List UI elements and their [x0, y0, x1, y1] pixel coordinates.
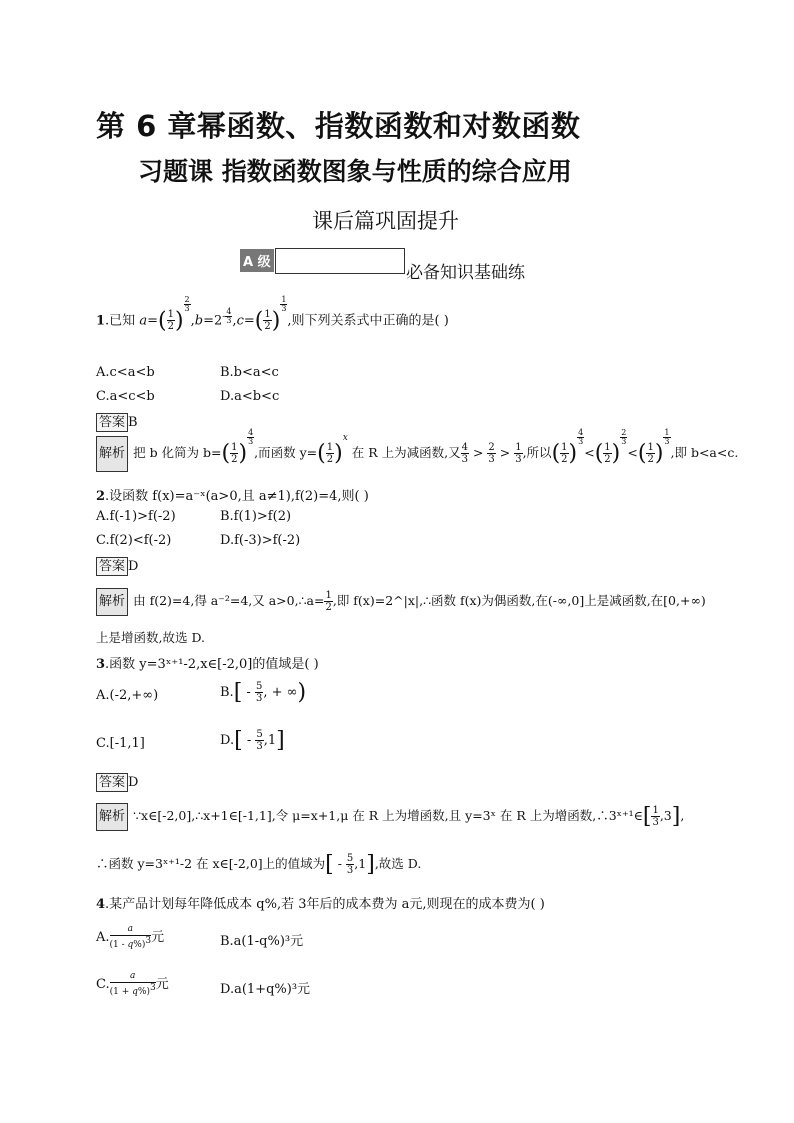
- q4-stem: [96, 893, 545, 912]
- q3-stem: [96, 653, 319, 672]
- q2-answer: [96, 555, 138, 576]
- section-title: 课后篇巩固提升: [312, 209, 459, 233]
- q3-stem-text: .函数 y=3ˣ⁺¹-2,x∈[-2,0]的值域是( ): [105, 657, 319, 672]
- q4-stem-text: .某产品计划每年降低成本 q%,若 3年后的成本费为 a元,则现在的成本费为( ): [105, 897, 545, 912]
- q3-option-a: A.(-2,+∞): [96, 688, 159, 703]
- q1-answer: [96, 411, 138, 432]
- q2-solution-text: 由 f(2)=4,得 a⁻²=4,又 a>0,∴a= $\frac{1}{2}$ ,即 f(x)=2^|x|,∴函数 f(x)为偶函数,在(-∞,0]上是减函数,在[0,+∞): [133, 590, 706, 613]
- answer-tag: 答案: [96, 773, 128, 792]
- q4-option-c: C. $\frac{a}{(1 + q\%)^3}$ 元: [96, 971, 169, 997]
- q3-solution-line2: ∴函数 y=3ˣ⁺¹-2 在 x∈[-2,0]上的值域为[ - $\frac{5}{3}$ ,1],故选 D.: [96, 852, 422, 877]
- analysis-tag: 解析: [96, 803, 128, 831]
- analysis-tag: 解析: [96, 588, 128, 616]
- q4-option-d: D.a(1+q%)³元: [220, 982, 311, 997]
- q1-number: 1: [96, 313, 106, 329]
- q4-option-a: A. $\frac{a}{(1 - q\%)^3}$ 元: [96, 924, 165, 950]
- q2-solution-line1: [96, 588, 706, 616]
- q2-option-c: C.f(2)<f(-2): [96, 533, 172, 548]
- q2-stem-text: .设函数 f(x)=a⁻ˣ(a>0,且 a≠1),f(2)=4,则( ): [105, 489, 369, 504]
- q2-option-b: B.f(1)>f(2): [220, 509, 292, 524]
- q2-solution-line2: 上是增函数,故选 D.: [96, 630, 205, 645]
- q2-answer-value: D: [128, 559, 139, 574]
- q2-option-d: D.f(-3)>f(-2): [220, 533, 301, 548]
- q1-solution: [96, 427, 739, 472]
- q1-option-a: A.c<a<b: [96, 365, 155, 380]
- q3-answer: [96, 771, 138, 792]
- q1-stem-pre: .已知: [105, 313, 140, 329]
- q1-answer-value: B: [128, 415, 138, 430]
- q4-number: 4: [96, 897, 106, 912]
- level-badge-text: A 级: [240, 249, 274, 272]
- answer-tag: 答案: [96, 557, 128, 576]
- q3-option-d: D.[ - $\frac{5}{3}$ ,1]: [220, 728, 285, 753]
- q1-solution-text: 把 b 化简为 b=( $\frac{1}{2}$ ) $^{\frac{4}{3}}$ ,而函数 y=( $\frac{1}{2}$ )$^x$ 在 R 上为减函数,又 $\frac{4}{3}$ > $\frac{2}{3}$ > $\frac{1}{3}$ ,所以( $\frac{1}{2}$ ) $^{\frac{4}{3}}$ <( $\frac{1}{2}$ ) $^{\frac{2}{3}}$ <( $\frac{1}{2}$ ) $^{\frac{1}{3}}$ ,即 b<a<c.: [133, 427, 739, 466]
- answer-tag: 答案: [96, 413, 128, 432]
- q2-stem: [96, 485, 369, 504]
- q1-option-b: B.b<a<c: [220, 365, 279, 380]
- q2-number: 2: [96, 489, 106, 504]
- q4-option-b: B.a(1-q%)³元: [220, 934, 304, 949]
- level-badge: [240, 249, 274, 272]
- q3-answer-value: D: [128, 775, 139, 790]
- level-blank-box: [275, 248, 405, 274]
- q2-option-a: A.f(-1)>f(-2): [96, 509, 176, 524]
- q1-stem: 1.已知 a=( $\frac{1}{2}$ ) $^{\frac{2}{3}}$ $,b=2^{- \frac{4}{3}}$ ,c=( $\frac{1}{2}$ ) $^{\frac{1}{3}}$ ,则下列关系式中正确的是( ): [96, 295, 449, 334]
- q3-option-c: C.[-1,1]: [96, 736, 145, 751]
- q1-stem-post: ,则下列关系式中正确的是( ): [287, 313, 449, 329]
- q3-number: 3: [96, 657, 106, 672]
- q1-option-c: C.a<c<b: [96, 389, 155, 404]
- q3-solution-line1: [96, 803, 684, 831]
- analysis-tag: 解析: [96, 436, 128, 472]
- level-label: 必备知识基础练: [406, 263, 525, 283]
- lesson-title: 习题课 指数函数图象与性质的综合应用: [138, 157, 572, 186]
- q3-solution-text: ∵x∈[-2,0],∴x+1∈[-1,1],令 μ=x+1,μ 在 R 上为增函数,且 y=3ˣ 在 R 上为增函数,∴3ˣ⁺¹∈[ $\frac{1}{3}$ ,3],: [133, 804, 685, 829]
- q1-option-d: D.a<b<c: [220, 389, 280, 404]
- chapter-title: 第 6 章幂函数、指数函数和对数函数: [96, 109, 581, 143]
- q3-option-b: B.[ - $\frac{5}{3}$ , + ∞): [220, 680, 307, 705]
